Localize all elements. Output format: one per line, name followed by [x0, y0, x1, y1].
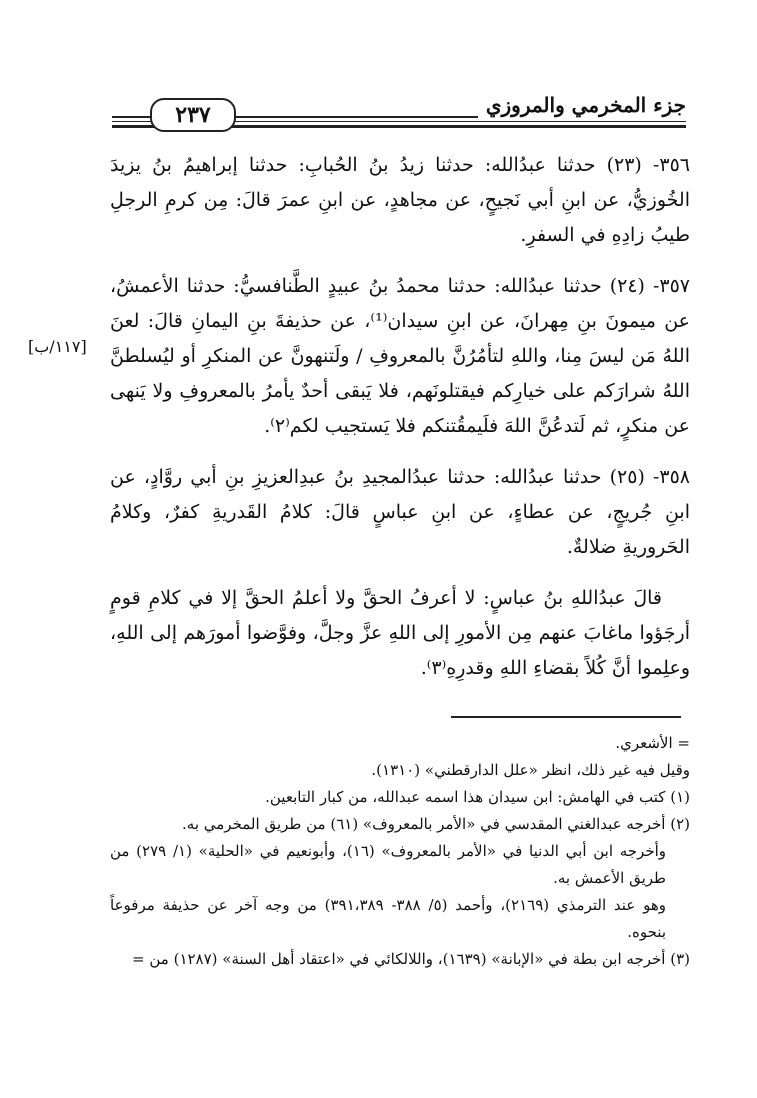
running-title: جزء المخرمي والمروزي: [478, 92, 686, 118]
folio-margin-note: [١١٧/ب]: [28, 337, 87, 356]
footnote-2: (٢) أخرجه عبدالغني المقدسي في «الأمر بالمعروف» (٦١) من طريق المخرمي به.: [182, 815, 690, 833]
page-number: ٢٣٧: [150, 98, 236, 132]
page-header: [112, 92, 686, 134]
footnote-separator: [451, 716, 681, 718]
footnote-line: وقيل فيه غير ذلك، انظر «علل الدارقطني» (١٣١٠).: [371, 761, 690, 779]
footnote-1: (١) كتب في الهامش: ابن سيدان هذا اسمه عبدالله، من كبار التابعين.: [265, 788, 690, 806]
main-text: [110, 148, 690, 702]
footnote-2-cont: وهو عند الترمذي (٢١٦٩)، وأحمد (٥/ ٣٨٨- ٣٩١،٣٨٩) من وجه آخر عن حذيفة مرفوعاً بنحوه.: [110, 896, 666, 941]
hadith-357: ٣٥٧- (٢٤) حدثنا عبدُالله: حدثنا محمدُ بنُ عبيدٍ الطَّنافسيُّ: حدثنا الأعمشُ، عن ميمونَ بنِ مِهرانَ، عن ابنِ سيدان⁽¹⁾، عن حذيفةَ بنِ اليمانِ قالَ: لعنَ اللهُ مَن ليسَ مِنا، واللهِ لتأمُرُنَّ بالمعروفِ / ولَتنهونَّ عن المنكرِ أو ليُسلطنَّ اللهُ شرارَكم على خيارِكم فيقتلونَهم، فلا يَبقى أحدٌ يأمرُ بالمعروفِ ولا يَنهى عن منكرٍ، ثم لَتدعُنَّ اللهَ فلَيمقُتنكم فلا يَستجيب لكم⁽٢⁾.: [110, 275, 691, 437]
footnote-3: (٣) أخرجه ابن بطة في «الإبانة» (١٦٣٩)، واللالكائي في «اعتقاد أهل السنة» (١٢٨٧) من =: [132, 950, 690, 968]
footnote-2-cont: وأخرجه ابن أبي الدنيا في «الأمر بالمعروف» (١٦)، وأبونعيم في «الحلية» (١/ ٢٧٩) من طريق الأعمش به.: [110, 842, 667, 887]
hadith-358: ٣٥٨- (٢٥) حدثنا عبدُالله: حدثنا عبدُالمجيدِ بنُ عبدِالعزيزِ بنِ أبي روَّادٍ، عن ابنِ جُريجٍ، عن عطاءٍ، عن ابنِ عباسٍ قالَ: كلامُ القَدريةِ كفرٌ، وكلامُ الحَروريةِ ضلالةٌ.: [110, 466, 690, 558]
hadith-356: ٣٥٦- (٢٣) حدثنا عبدُالله: حدثنا زيدُ بنُ الحُبابِ: حدثنا إبراهيمُ بنُ يزيدَ الخُوزيُّ، عن ابنِ أبي نَجيحٍ، عن مجاهدٍ، عن ابنِ عمرَ قالَ: مِن كرمِ الرجلِ طيبُ زادِهِ في السفرِ.: [110, 154, 690, 246]
footnotes: [110, 730, 690, 973]
footnote-continuation: = الأشعري.: [615, 734, 690, 752]
ibn-abbas-quote: قالَ عبدُاللهِ بنُ عباسٍ: لا أعرفُ الحقَّ ولا أعلمُ الحقَّ إلا في كلامِ قومٍ أرجَؤوا ماغابَ عنهم مِن الأمورِ إلى اللهِ عزَّ وجلَّ، وفوَّضوا أمورَهم إلى اللهِ، وعلِموا أنَّ كُلاً بقضاءِ اللهِ وقدرِهِ⁽٣⁾.: [110, 587, 690, 679]
